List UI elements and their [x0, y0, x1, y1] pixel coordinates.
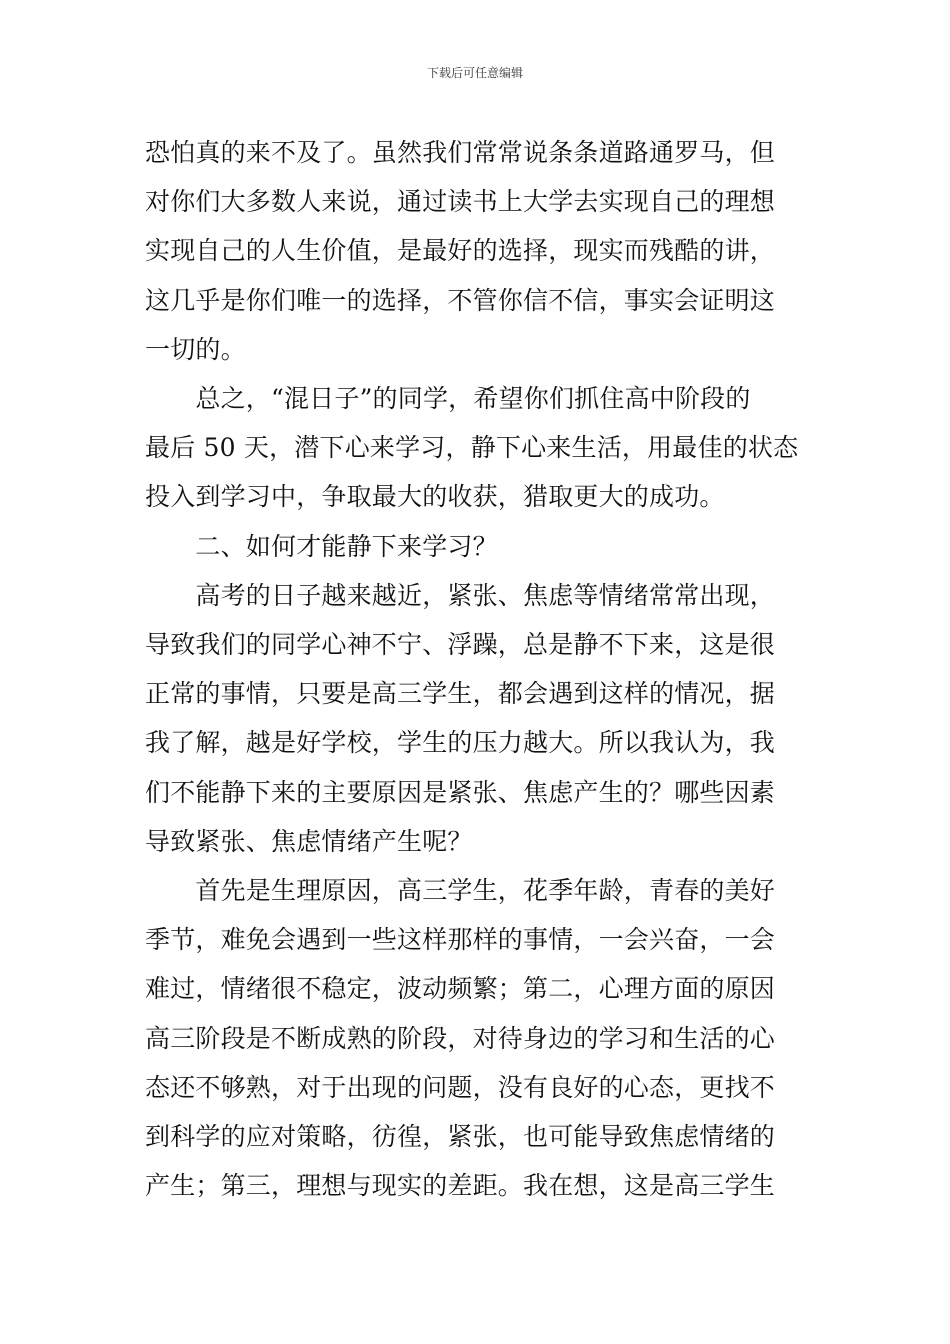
text-line: 季节，难免会遇到一些这样那样的事情，一会兴奋，一会	[145, 925, 776, 955]
text-line: 一切的。	[145, 334, 246, 364]
text-line: 高考的日子越来越近，紧张、焦虑等情绪常常出现，	[145, 580, 776, 610]
text-line: 们不能静下来的主要原因是紧张、焦虑产生的？哪些因素	[145, 777, 776, 807]
paragraph-1	[145, 128, 810, 374]
text-line: 最后 50 天，潜下心来学习，静下心来生活，用最佳的状态	[145, 433, 799, 463]
paragraph-4	[145, 866, 810, 1210]
text-line: 实现自己的人生价值，是最好的选择，现实而残酷的讲，	[145, 236, 776, 266]
text-line: 正常的事情，只要是高三学生，都会遇到这样的情况，据	[145, 679, 776, 709]
text-line: 首先是生理原因，高三学生，花季年龄，青春的美好	[145, 876, 776, 906]
text-line: 对你们大多数人来说，通过读书上大学去实现自己的理想	[145, 187, 776, 217]
heading-line: 二、如何才能静下来学习？	[145, 531, 498, 561]
paragraph-2	[145, 374, 810, 522]
text-line: 产生；第三，理想与现实的差距。我在想，这是高三学生	[145, 1171, 776, 1201]
text-line: 恐怕真的来不及了。虽然我们常常说条条道路通罗马，但	[145, 138, 776, 167]
text-line: 导致我们的同学心神不宁、浮躁，总是静不下来，这是很	[145, 630, 776, 660]
text-line: 难过，情绪很不稳定，波动频繁；第二，心理方面的原因	[145, 974, 776, 1004]
text-line: 投入到学习中，争取最大的收获，猎取更大的成功。	[145, 482, 725, 512]
text-line: 导致紧张、焦虑情绪产生呢？	[145, 826, 473, 856]
text-line: 到科学的应对策略，彷徨，紧张，也可能导致焦虑情绪的	[145, 1122, 776, 1152]
section-heading	[145, 522, 810, 571]
text-line: 我了解，越是好学校，学生的压力越大。所以我认为，我	[145, 728, 776, 758]
document-body	[145, 128, 810, 1210]
page-header: 下载后可任意编辑	[426, 66, 523, 80]
text-line: 这几乎是你们唯一的选择，不管你信不信，事实会证明这	[145, 285, 776, 315]
paragraph-3	[145, 571, 810, 866]
text-line: 总之，“混日子”的同学，希望你们抓住高中阶段的	[145, 384, 751, 414]
text-line: 高三阶段是不断成熟的阶段，对待身边的学习和生活的心	[145, 1023, 776, 1053]
text-line: 态还不够熟，对于出现的问题，没有良好的心态，更找不	[145, 1072, 776, 1102]
